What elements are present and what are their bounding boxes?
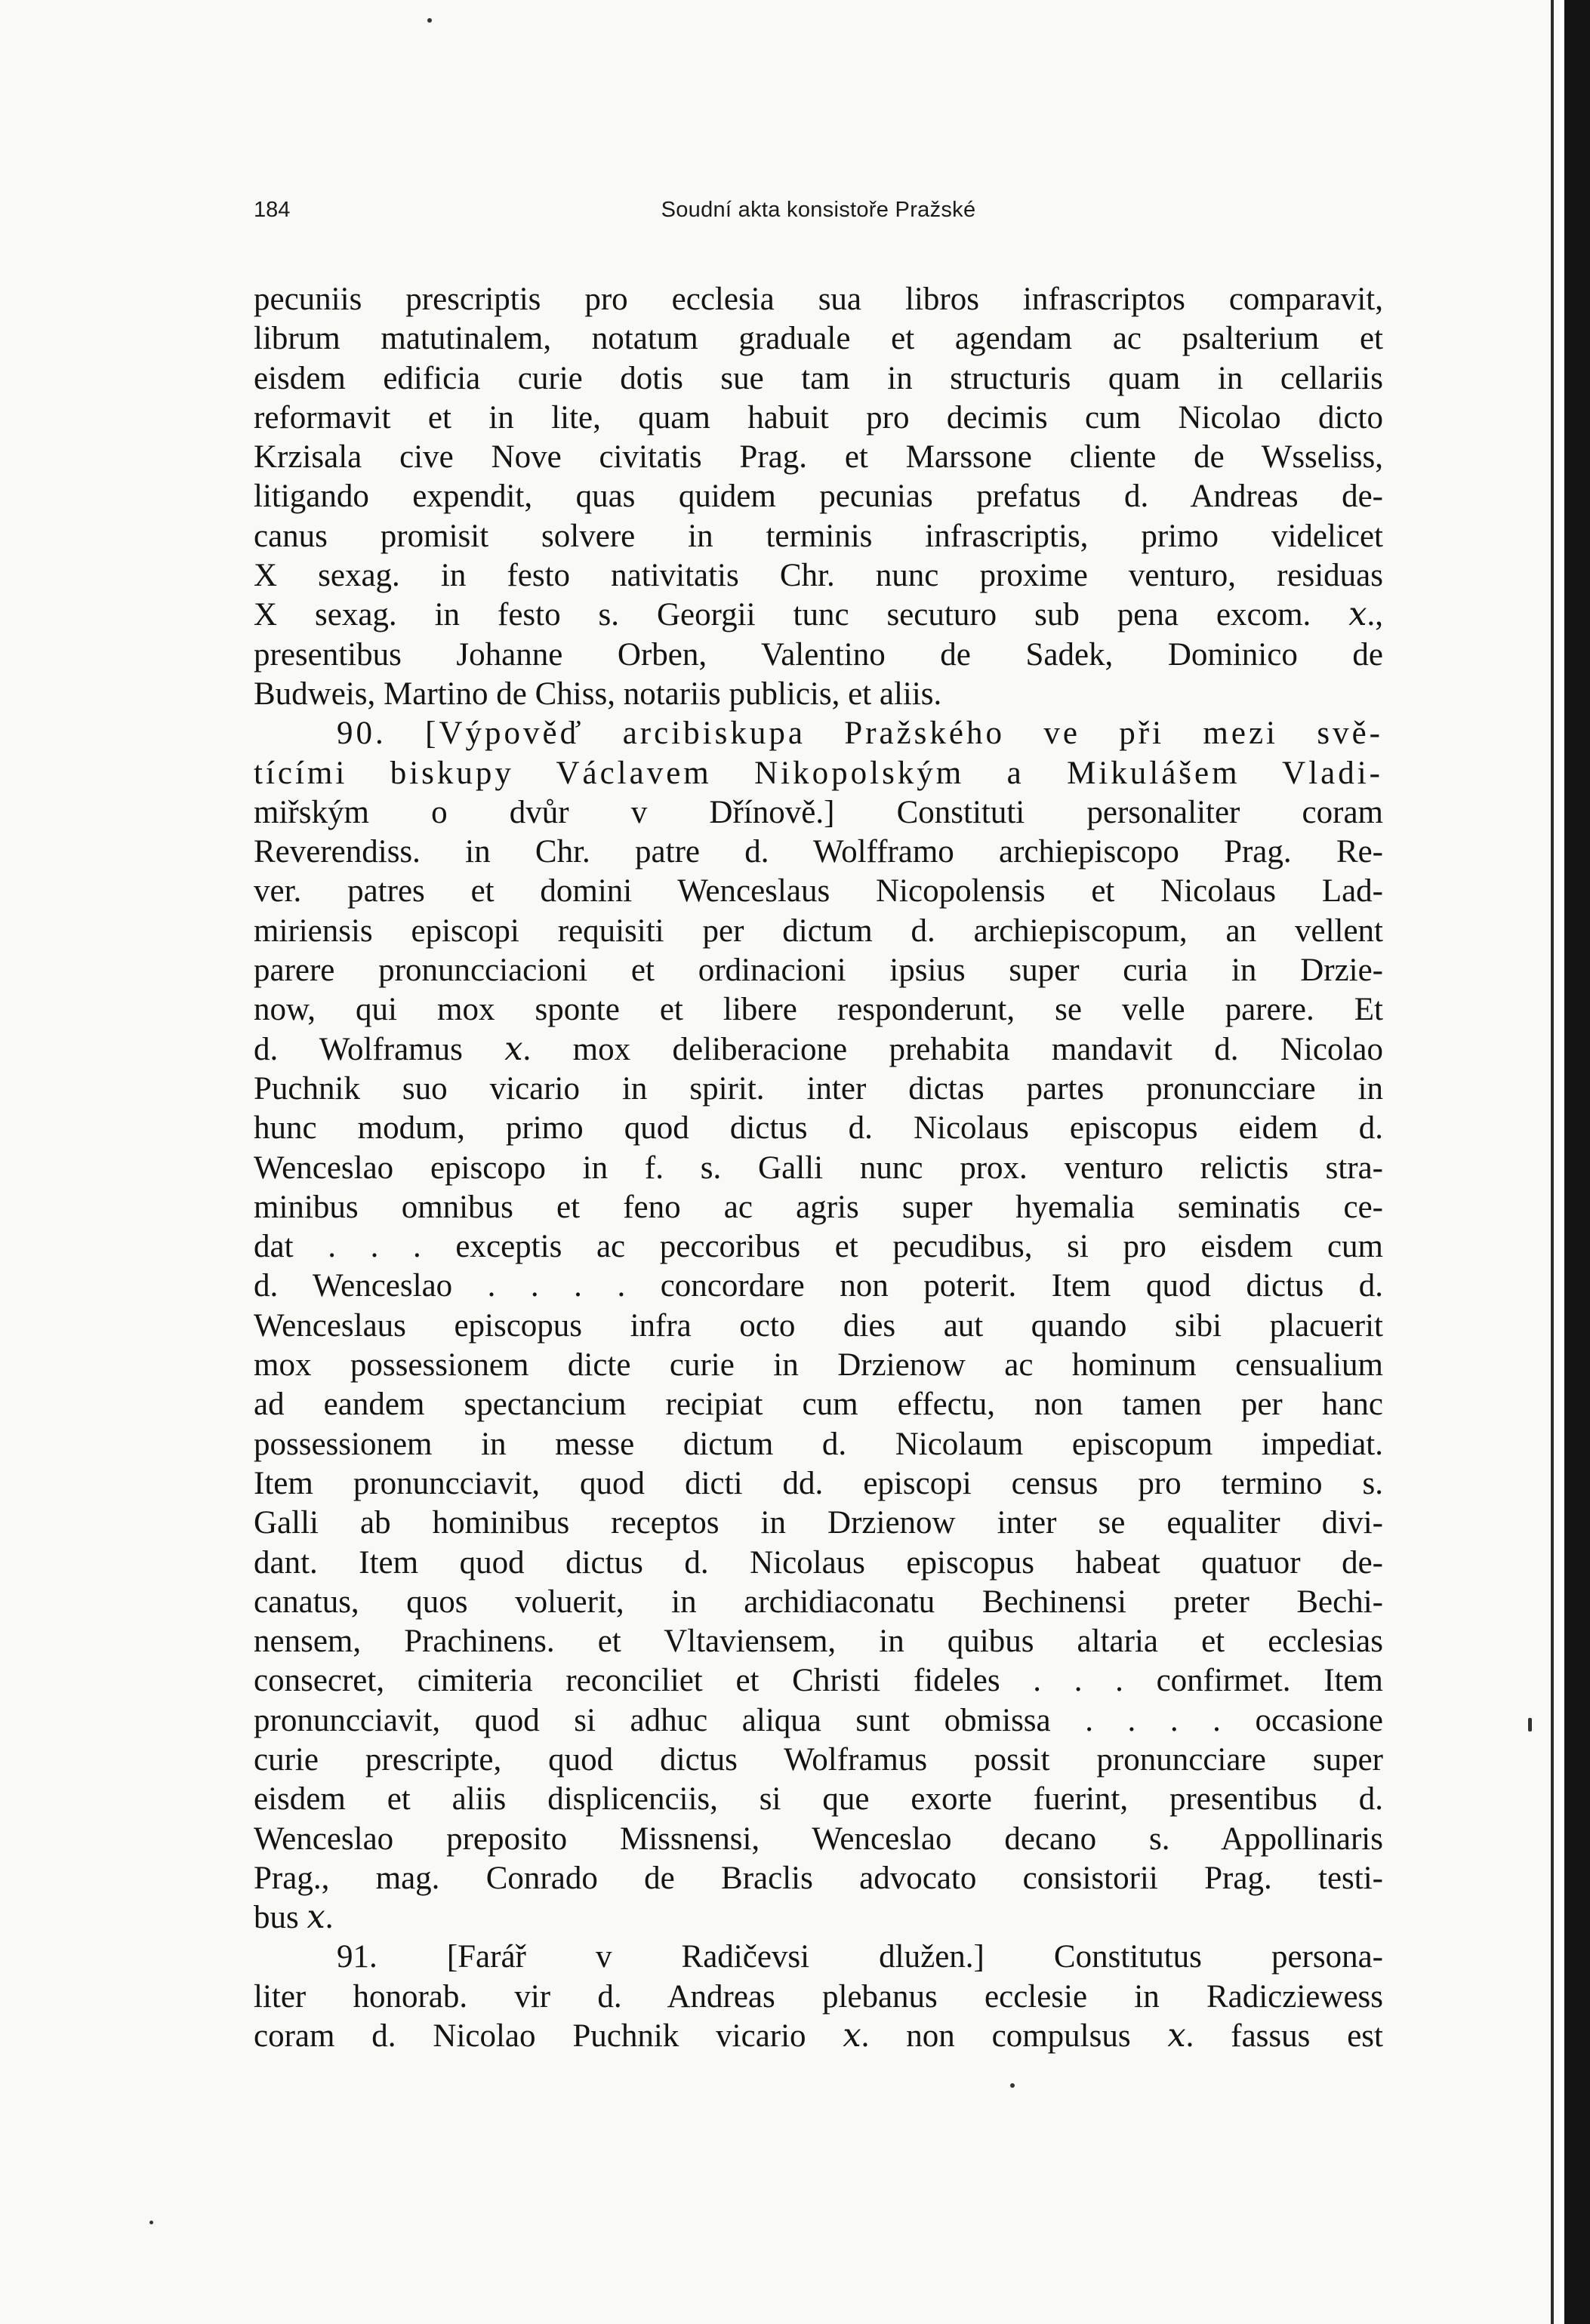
- text-line: eisdem edificia curie dotis sue tam in structuris quam in cellariis: [254, 360, 1383, 396]
- text-line: miriensis episcopi requisiti per dictum d. archiepiscopum, an vellent: [254, 913, 1383, 949]
- text-line: d. Wolframus 𝑥. mox deliberacione prehabita mandavit d. Nicolao: [254, 1031, 1383, 1067]
- text-line: Puchnik suo vicario in spirit. inter dictas partes pronuncciare in: [254, 1070, 1383, 1107]
- text-line: nensem, Prachinens. et Vltaviensem, in quibus altaria et ecclesias: [254, 1624, 1383, 1660]
- text-line: ver. patres et domini Wenceslaus Nicopolensis et Nicolaus Lad-: [254, 873, 1383, 910]
- running-head: Soudní akta konsistoře Pražské: [661, 198, 976, 222]
- scan-speck: [1010, 2083, 1015, 2088]
- text-line: Prag., mag. Conrado de Braclis advocato consistorii Prag. testi-: [254, 1860, 1383, 1896]
- section-heading-90: 90. [Výpověď arcibiskupa Pražského ve při mezi svě-: [337, 716, 1383, 752]
- text-line: Budweis, Martino de Chiss, notariis publicis, et aliis.: [254, 676, 942, 712]
- page-number: 184: [254, 198, 291, 222]
- text-line: bus 𝑥.: [254, 1900, 334, 1936]
- text-line: Reverendiss. in Chr. patre d. Wolfframo archiepiscopo Prag. Re-: [254, 834, 1383, 870]
- text-line: reformavit et in lite, quam habuit pro decimis cum Nicolao dicto: [254, 399, 1383, 436]
- text-line: Galli ab hominibus receptos in Drzienow inter se equaliter divi-: [254, 1505, 1383, 1541]
- text-line: canus promisit solvere in terminis infrascriptis, primo videlicet: [254, 518, 1383, 554]
- text-line: librum matutinalem, notatum graduale et agendam ac psalterium et: [254, 321, 1383, 357]
- text-line: miřským o dvůr v Dřínově.] Constituti personaliter coram: [254, 794, 1383, 830]
- scan-speck: [1528, 1718, 1532, 1731]
- text-line: now, qui mox sponte et libere responderunt, se velle parere. Et: [254, 992, 1383, 1028]
- text-line: liter honorab. vir d. Andreas plebanus ecclesie in Radicziewess: [254, 1978, 1383, 2015]
- text-line: curie prescripte, quod dictus Wolframus possit pronuncciare super: [254, 1741, 1383, 1778]
- text-line: possessionem in messe dictum d. Nicolaum episcopum impediat.: [254, 1426, 1383, 1462]
- text-line: Krzisala cive Nove civitatis Prag. et Marssone cliente de Wsseliss,: [254, 439, 1383, 476]
- page-edge-shadow: [1551, 0, 1554, 2324]
- text-line: Item pronuncciavit, quod dicti dd. episcopi census pro termino s.: [254, 1465, 1383, 1501]
- text-line: dant. Item quod dictus d. Nicolaus episcopus habeat quatuor de-: [254, 1544, 1383, 1581]
- section-heading-91: 91. [Farář v Radičevsi dlužen.] Constitutus persona-: [337, 1939, 1383, 1975]
- text-line: Wenceslaus episcopus infra octo dies aut quando sibi placuerit: [254, 1307, 1383, 1344]
- text-line: ad eandem spectancium recipiat cum effectu, non tamen per hanc: [254, 1387, 1383, 1423]
- text-line: hunc modum, primo quod dictus d. Nicolaus episcopus eidem d.: [254, 1110, 1383, 1147]
- body-text: [254, 280, 1383, 2056]
- text-line: Wenceslao preposito Missnensi, Wenceslao decano s. Appollinaris: [254, 1821, 1383, 1857]
- text-line: coram d. Nicolao Puchnik vicario 𝑥. non compulsus 𝑥. fassus est: [254, 2018, 1383, 2055]
- text-line: litigando expendit, quas quidem pecunias prefatus d. Andreas de-: [254, 479, 1383, 515]
- text-line: presentibus Johanne Orben, Valentino de Sadek, Dominico de: [254, 636, 1383, 673]
- text-line: eisdem et aliis displicenciis, si que exorte fuerint, presentibus d.: [254, 1781, 1383, 1818]
- text-line: dat . . . exceptis ac peccoribus et pecudibus, si pro eisdem cum: [254, 1229, 1383, 1265]
- text-line: canatus, quos voluerit, in archidiaconatu Bechinensi preter Bechi-: [254, 1584, 1383, 1620]
- text-line: parere pronuncciacioni et ordinacioni ipsius super curia in Drzie-: [254, 953, 1383, 989]
- text-line: consecret, cimiteria reconciliet et Christi fideles . . . confirmet. Item: [254, 1663, 1383, 1699]
- section-heading-90: tícími biskupy Václavem Nikopolským a Mikulášem Vladi-: [254, 755, 1383, 791]
- text-line: X sexag. in festo nativitatis Chr. nunc proxime venturo, residuas: [254, 558, 1383, 594]
- text-line: d. Wenceslao . . . . concordare non poterit. Item quod dictus d.: [254, 1268, 1383, 1304]
- text-line: X sexag. in festo s. Georgii tunc secuturo sub pena excom. 𝑥.,: [254, 597, 1383, 633]
- scan-border: [1564, 0, 1590, 2324]
- scan-speck: [427, 18, 432, 23]
- text-line: pecuniis prescriptis pro ecclesia sua libros infrascriptos comparavit,: [254, 282, 1383, 317]
- text-line: pronuncciavit, quod si adhuc aliqua sunt obmissa . . . . occasione: [254, 1702, 1383, 1738]
- text-line: Wenceslao episcopo in f. s. Galli nunc prox. venturo relictis stra-: [254, 1150, 1383, 1186]
- scan-speck: [149, 2221, 153, 2224]
- page-header: [254, 198, 1383, 231]
- text-line: mox possessionem dicte curie in Drzienow ac hominum censualium: [254, 1347, 1383, 1384]
- text-line: minibus omnibus et feno ac agris super hyemalia seminatis ce-: [254, 1189, 1383, 1225]
